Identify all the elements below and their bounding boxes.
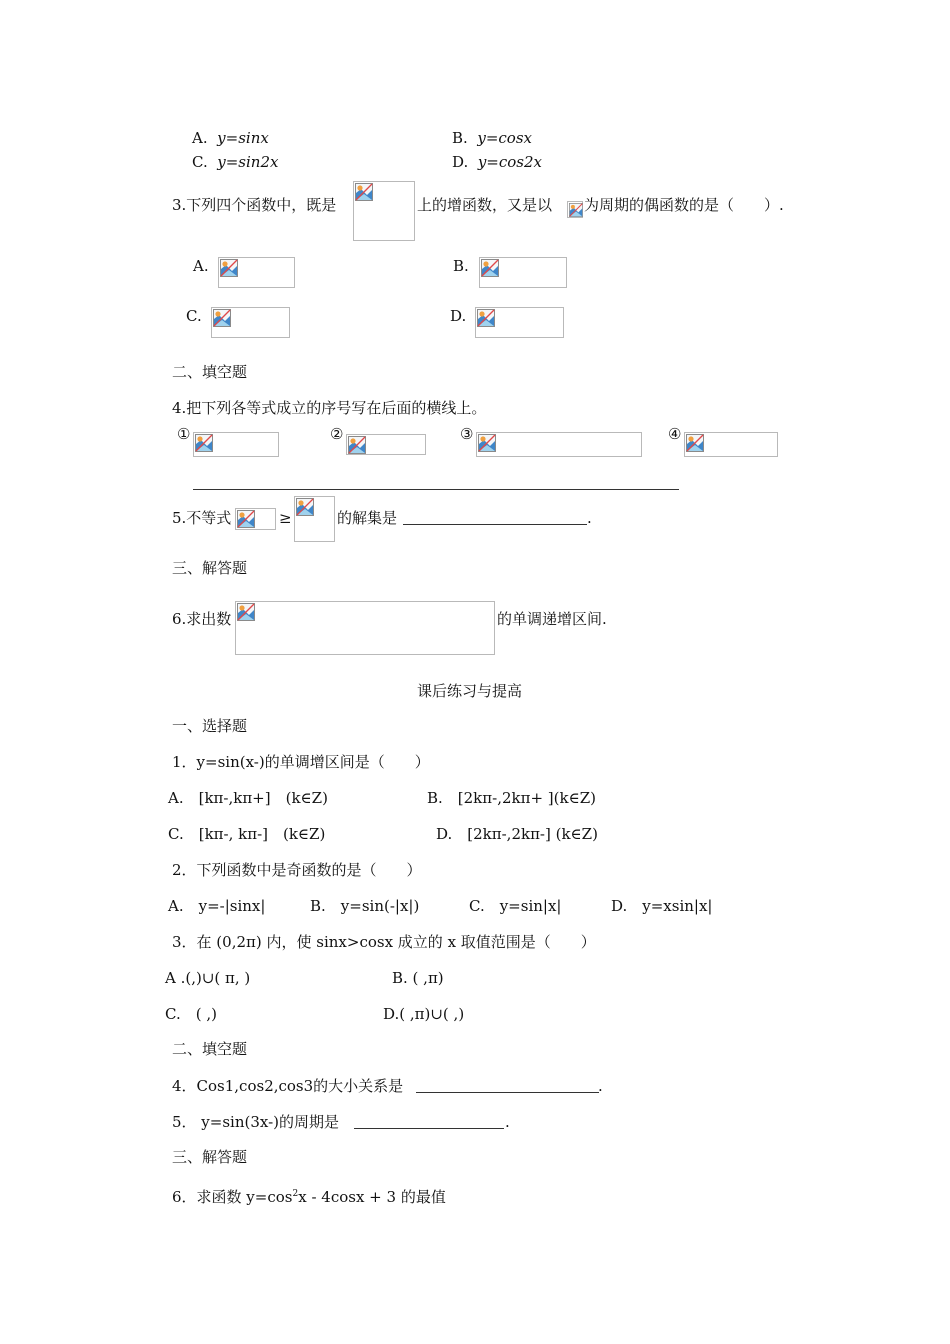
practice-q5: 5． y=sin(3x-)的周期是: [172, 1113, 340, 1131]
q3-option-c-image: [211, 307, 290, 338]
practice-section-3: 三、解答题: [172, 1148, 248, 1166]
practice-q1-c: C. [kπ-, kπ-] (k∈Z): [168, 825, 326, 843]
q5-end: .: [587, 509, 592, 527]
q6-function-image: [235, 601, 495, 655]
q2-option-a: A. y=sinx: [192, 129, 269, 147]
practice-q1-a: A. [kπ-,kπ+] (k∈Z): [168, 789, 328, 807]
practice-q2-a: A. y=-|sinx|: [168, 897, 266, 915]
practice-q3-d: D.( ,π)∪( ,): [383, 1005, 465, 1023]
q6-text-1: 6.求出数: [172, 610, 232, 628]
q3-option-b-label: B.: [453, 257, 469, 275]
q5-text-2: 的解集是: [337, 509, 398, 527]
broken-image-icon: [348, 436, 366, 454]
q3-period-image: [567, 201, 583, 218]
practice-q2-d: D. y=xsin|x|: [611, 897, 713, 915]
practice-title: 课后练习与提高: [417, 682, 523, 700]
broken-image-icon: [355, 183, 373, 201]
broken-image-icon: [237, 603, 255, 621]
q3-interval-image: [353, 181, 415, 241]
q4-n3: ③: [460, 425, 474, 443]
practice-q6: 6．求函数 $y=\cos^2x - 4\cos x + 3$ 的最值: [172, 1188, 446, 1206]
practice-q5-answer-line: [354, 1128, 504, 1129]
q3-option-d-label: D.: [450, 307, 467, 325]
broken-image-icon: [213, 309, 231, 327]
q2-option-d: D. y=cos2x: [452, 153, 542, 171]
practice-q2-b: B. y=sin(-|x|): [310, 897, 420, 915]
practice-q2-c: C. y=sin|x|: [469, 897, 562, 915]
practice-q2: 2．下列函数中是奇函数的是（ ）: [172, 861, 422, 879]
q4-eq1-image: [193, 432, 279, 457]
practice-q5-end: .: [505, 1113, 510, 1131]
section-fill-blank-title: 二、填空题: [172, 363, 248, 381]
q4-eq4-image: [684, 432, 778, 457]
practice-q1-b: B. [2kπ-,2kπ+ ](k∈Z): [427, 789, 596, 807]
q5-text-1: 5.不等式: [172, 509, 232, 527]
q3-text-1: 3.下列四个函数中，既是: [172, 196, 337, 214]
q2-option-c: C. y=sin2x: [192, 153, 279, 171]
practice-q3-a: A .(,)∪( π, ): [165, 969, 251, 987]
broken-image-icon: [237, 510, 255, 528]
practice-q4: 4．Cos1,cos2,cos3的大小关系是: [172, 1077, 404, 1095]
q3-text-2: 上的增函数，又是以: [417, 196, 553, 214]
q4-n4: ④: [668, 425, 682, 443]
q6-text-2: 的单调递增区间.: [497, 610, 607, 628]
broken-image-icon: [477, 309, 495, 327]
q3-text-3: 为周期的偶函数的是（ ）.: [584, 196, 784, 214]
practice-q4-answer-line: [416, 1092, 599, 1093]
q3-option-c-label: C.: [186, 307, 202, 325]
practice-q3: 3．在 (0,2π) 内，使 sinx>cosx 成立的 x 取值范围是（ ）: [172, 933, 596, 951]
q5-answer-line: [403, 524, 587, 525]
q3-option-a-label: A.: [193, 257, 209, 275]
broken-image-icon: [195, 434, 213, 452]
practice-q3-c: C. ( ,): [165, 1005, 217, 1023]
q5-rhs-image: [294, 496, 335, 542]
q4-eq2-image: [346, 434, 426, 455]
q4-n2: ②: [330, 425, 344, 443]
practice-q1-d: D. [2kπ-,2kπ-] (k∈Z): [436, 825, 598, 843]
q4-eq3-image: [476, 432, 642, 457]
q5-lhs-image: [235, 508, 276, 530]
q4-n1: ①: [177, 425, 191, 443]
practice-q1: 1．y=sin(x-)的单调增区间是（ ）: [172, 753, 430, 771]
practice-q4-end: .: [598, 1077, 603, 1095]
practice-section-1: 一、选择题: [172, 717, 248, 735]
q3-option-b-image: [479, 257, 567, 288]
broken-image-icon: [481, 259, 499, 277]
q4-answer-line: [193, 489, 679, 490]
q3-option-a-image: [218, 257, 295, 288]
broken-image-icon: [686, 434, 704, 452]
q3-option-d-image: [475, 307, 564, 338]
q4-text: 4.把下列各等式成立的序号写在后面的横线上。: [172, 399, 487, 417]
broken-image-icon: [296, 498, 314, 516]
broken-image-icon: [569, 203, 583, 217]
q2-option-b: B. y=cosx: [452, 129, 532, 147]
practice-section-2: 二、填空题: [172, 1040, 248, 1058]
practice-q3-b: B. ( ,π): [392, 969, 444, 987]
section-answer-title: 三、解答题: [172, 559, 248, 577]
broken-image-icon: [220, 259, 238, 277]
q5-geq: ≥: [279, 509, 292, 527]
broken-image-icon: [478, 434, 496, 452]
